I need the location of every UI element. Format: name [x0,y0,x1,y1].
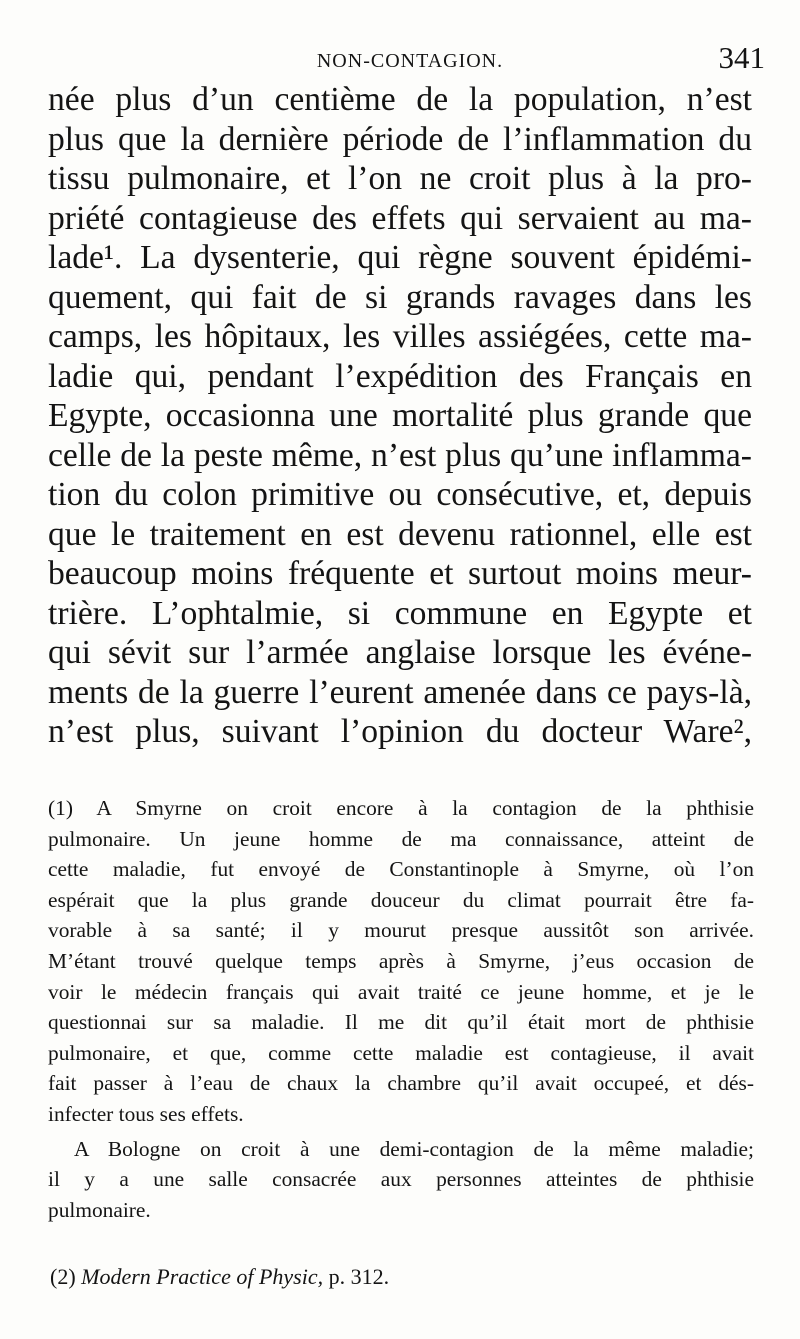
text-line: camps, les hôpitaux, les villes assiégées, cette ma- [48,318,752,355]
footnote-line: espérait que la plus grande douceur du climat pourrait être fa- [48,887,754,912]
footnote-2 [50,1262,650,1292]
footnote-line: il y a une salle consacrée aux personnes atteintes de phthisie [48,1167,754,1192]
text-line: priété contagieuse des effets qui servaient au ma- [48,199,752,237]
footnotes [48,793,754,1225]
text-line: tion du colon primitive ou consécutive, et, depuis [48,476,752,513]
text-line: qui sévit sur l’armée anglaise lorsque les événe- [48,634,752,671]
text-line: née plus d’un centième de la population, n’est [48,81,752,118]
footnote-line: (1) A Smyrne on croit encore à la contagion de la phthisie [48,796,754,820]
text-line: lade¹. La dysenterie, qui règne souvent épidémi- [48,239,752,276]
footnote-title: Modern Practice of Physic, [81,1264,324,1289]
footnote-line: infecter tous ses effets. [48,1101,244,1126]
footnote-line: pulmonaire. [48,1197,151,1222]
text-line: ladie qui, pendant l’expédition des Français en [48,357,752,395]
footnote-line: fait passer à l’eau de chaux la chambre qu’il avait occupeé, et dés- [48,1071,754,1096]
footnote-line: questionnai sur sa maladie. Il me dit qu’il était mort de phthisie [48,1010,754,1035]
page-number: 341 [718,40,765,75]
footnote-line: voir le médecin français qui avait traité ce jeune homme, et je le [48,979,754,1004]
footnote-marker: (2) [50,1264,76,1289]
text-line: plus que la dernière période de l’inflammation du [48,120,752,158]
text-line: beaucoup moins fréquente et surtout moins meur- [48,555,752,592]
text-line: que le traitement en est devenu rationnel, elle est [48,515,752,553]
text-line: ments de la guerre l’eurent amenée dans ce pays-là, [48,673,752,711]
footnote-line: pulmonaire. Un jeune homme de ma connaissance, atteint de [48,826,754,851]
footnote-line: M’étant trouvé quelque temps après à Smyrne, j’eus occasion de [48,948,754,973]
text-line: tissu pulmonaire, et l’on ne croit plus à la pro- [48,160,752,197]
footnote-page: p. 312. [328,1264,390,1289]
footnote-line: cette maladie, fut envoyé de Constantinople à Smyrne, où l’on [48,857,754,882]
footnote-line: A Bologne on croit à une demi-contagion de la même maladie; [74,1136,754,1161]
text-line: n’est plus, suivant l’opinion du docteur Ware², [48,713,752,750]
main-text [48,80,752,752]
text-line: quement, qui fait de si grands ravages dans les [48,278,752,316]
footnote-line: vorable à sa santé; il y mourut presque aussitôt son arrivée. [48,918,754,943]
text-line: celle de la peste même, n’est plus qu’une inflamma- [48,436,752,474]
text-line: trière. L’ophtalmie, si commune en Egypte et [48,594,752,632]
running-head: NON-CONTAGION. [316,50,504,72]
text-line: Egypte, occasionna une mortalité plus grande que [48,397,752,434]
footnote-line: pulmonaire, et que, comme cette maladie est contagieuse, il avait [48,1040,754,1065]
